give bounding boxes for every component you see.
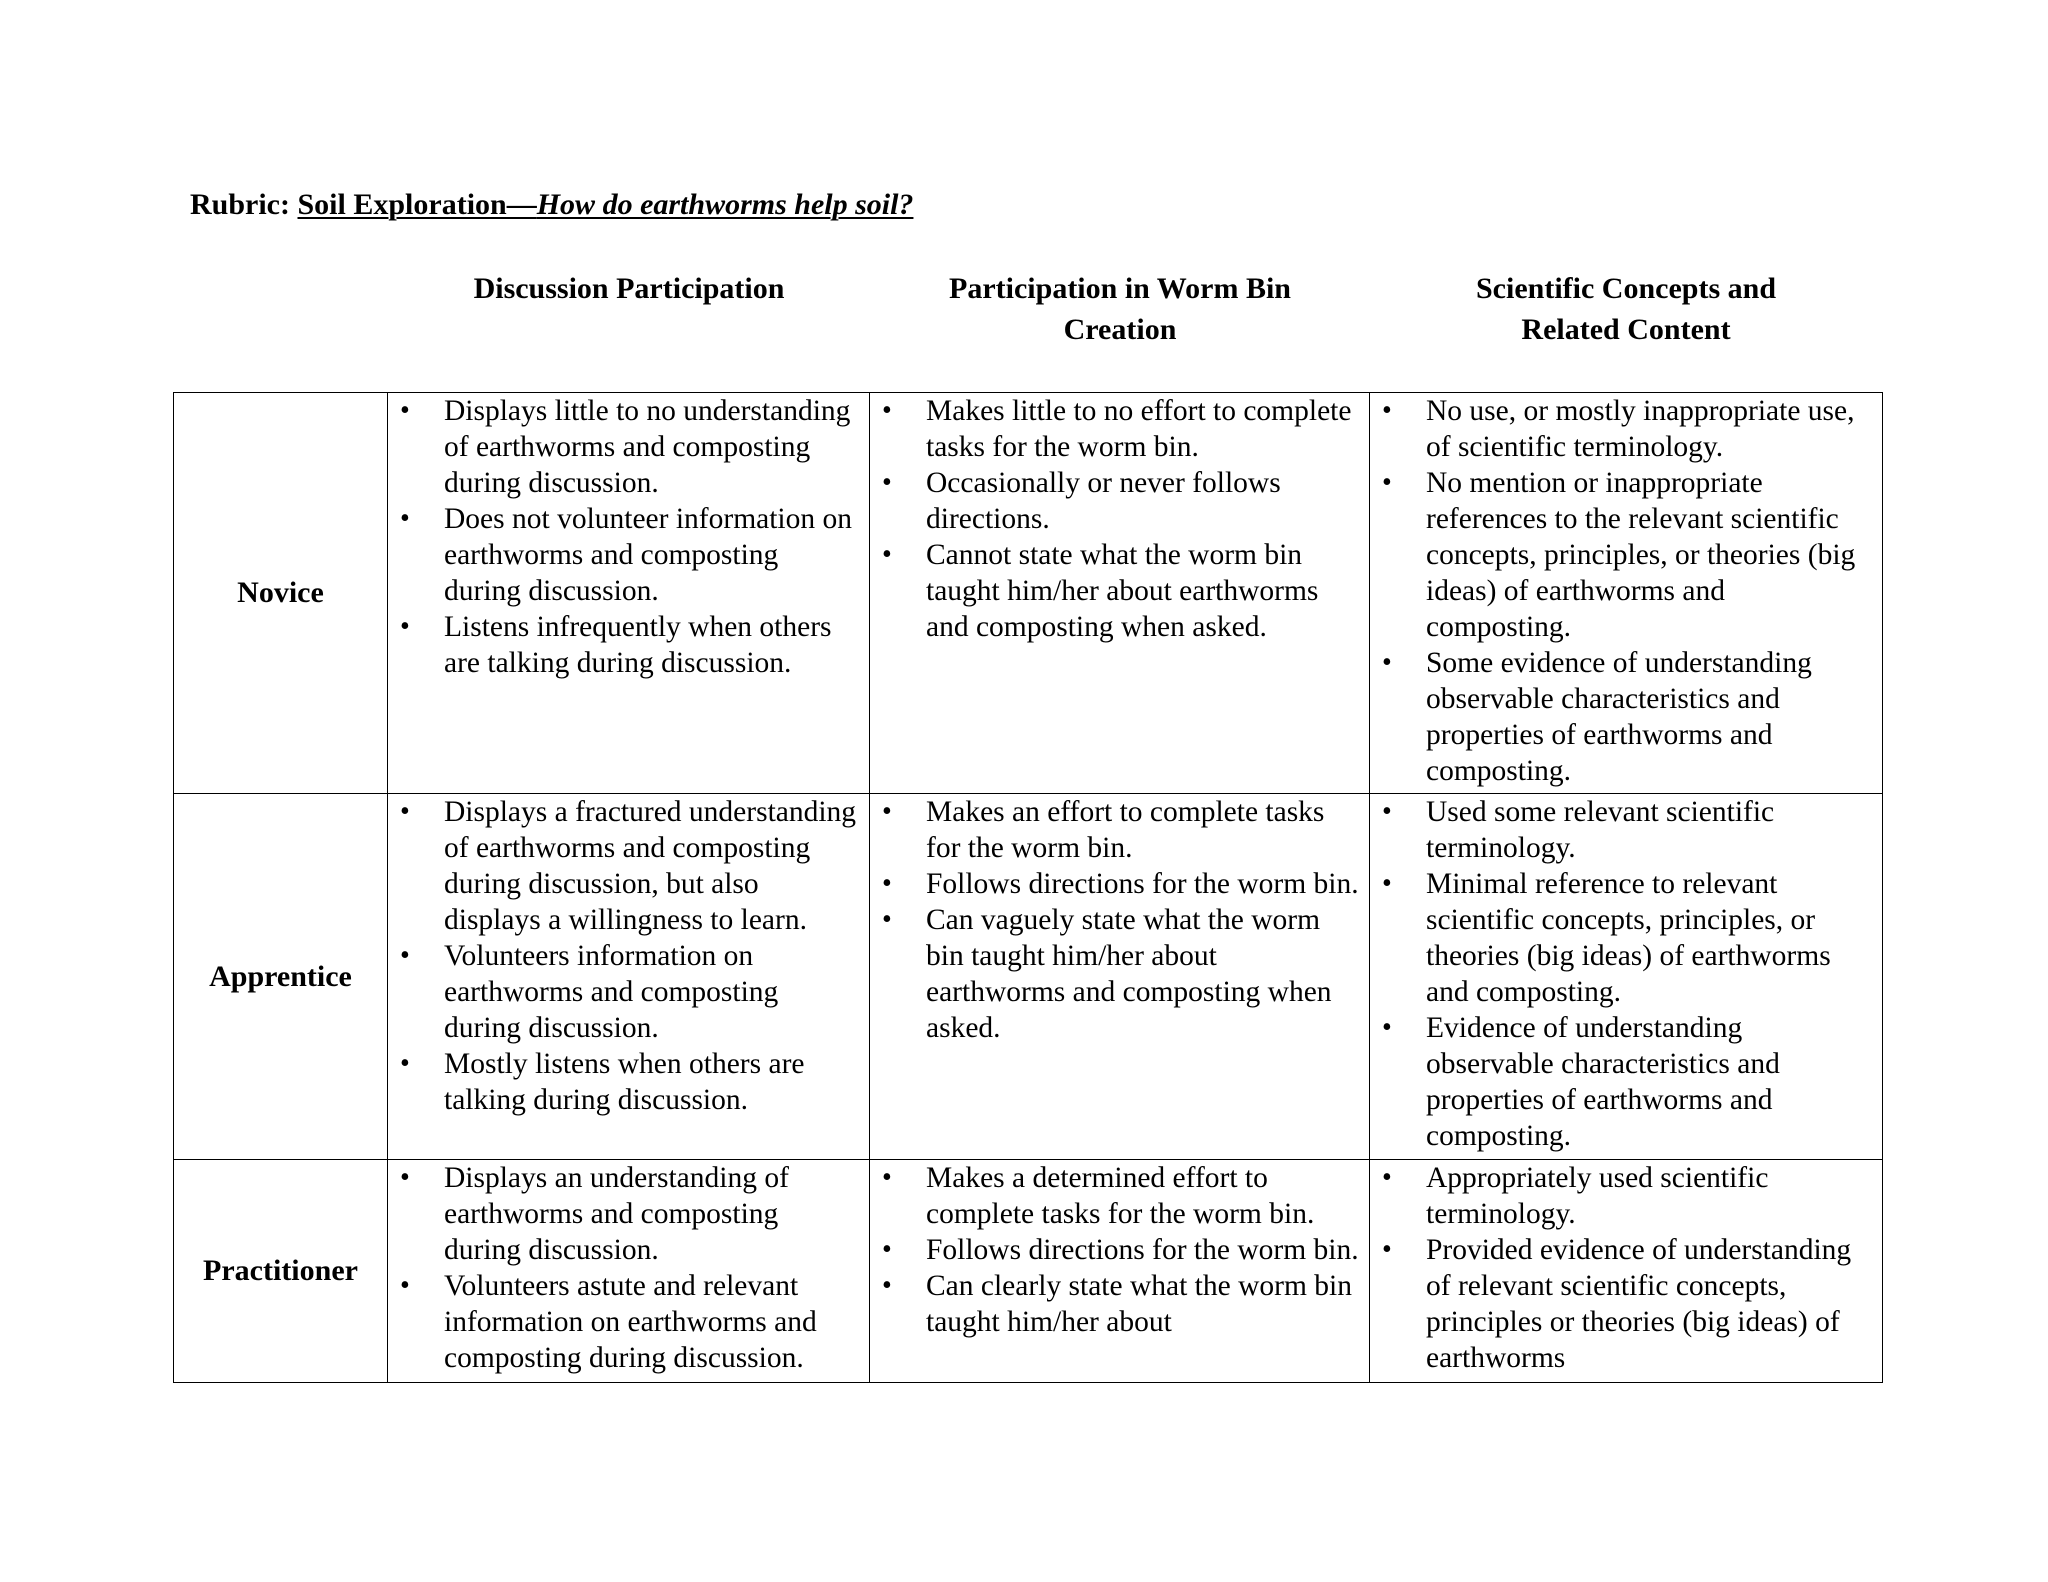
list-item: • Used some relevant scientific terminology. bbox=[1370, 794, 1882, 866]
table-row bbox=[174, 393, 1883, 794]
list-item: • Appropriately used scientific terminology. bbox=[1370, 1160, 1882, 1232]
list-item: • Does not volunteer information on earthworms and composting during discussion. bbox=[388, 501, 869, 609]
criteria-list bbox=[388, 794, 869, 1118]
level-label-practitioner: Practitioner bbox=[174, 1160, 388, 1383]
list-item: • Displays an understanding of earthworms and composting during discussion. bbox=[388, 1160, 869, 1268]
cell-science bbox=[1370, 1160, 1883, 1383]
column-header-worm-bin-line1: Participation in Worm Bin bbox=[949, 272, 1291, 305]
list-item: • Makes little to no effort to complete tasks for the worm bin. bbox=[870, 393, 1369, 465]
cell-discussion bbox=[388, 393, 870, 794]
column-headers bbox=[0, 268, 2048, 368]
list-item: • No mention or inappropriate references to the relevant scientific concepts, principles, or theories (big ideas) of earthworms and composting. bbox=[1370, 465, 1882, 645]
title-prefix: Rubric: bbox=[190, 188, 298, 221]
list-item: • Some evidence of understanding observable characteristics and properties of earthworms and composting. bbox=[1370, 645, 1882, 789]
list-item: • Occasionally or never follows directions. bbox=[870, 465, 1369, 537]
cell-discussion bbox=[388, 794, 870, 1160]
list-item: • Cannot state what the worm bin taught him/her about earthworms and composting when asked. bbox=[870, 537, 1369, 645]
criteria-list bbox=[1370, 1160, 1882, 1376]
cell-discussion bbox=[388, 1160, 870, 1383]
cell-science bbox=[1370, 794, 1883, 1160]
level-label-apprentice: Apprentice bbox=[174, 794, 388, 1160]
criteria-list bbox=[388, 393, 869, 681]
table-row bbox=[174, 1160, 1883, 1383]
cell-worm-bin bbox=[870, 794, 1370, 1160]
list-item: • Provided evidence of understanding of relevant scientific concepts, principles or theories (big ideas) of earthworms bbox=[1370, 1232, 1882, 1376]
list-item: • Evidence of understanding observable characteristics and properties of earthworms and composting. bbox=[1370, 1010, 1882, 1154]
criteria-list bbox=[388, 1160, 869, 1376]
column-header-worm-bin bbox=[870, 268, 1370, 350]
list-item: • No use, or mostly inappropriate use, of scientific terminology. bbox=[1370, 393, 1882, 465]
list-item: • Listens infrequently when others are talking during discussion. bbox=[388, 609, 869, 681]
document-title bbox=[190, 188, 913, 222]
cell-science bbox=[1370, 393, 1883, 794]
list-item: • Volunteers information on earthworms and composting during discussion. bbox=[388, 938, 869, 1046]
column-header-discussion-line1: Discussion Participation bbox=[473, 272, 785, 305]
criteria-list bbox=[870, 1160, 1369, 1340]
list-item: • Makes an effort to complete tasks for the worm bin. bbox=[870, 794, 1369, 866]
table-row bbox=[174, 794, 1883, 1160]
list-item: • Displays little to no understanding of earthworms and composting during discussion. bbox=[388, 393, 869, 501]
list-item: • Follows directions for the worm bin. bbox=[870, 866, 1369, 902]
rubric-table bbox=[173, 392, 1883, 1383]
level-label-novice: Novice bbox=[174, 393, 388, 794]
list-item: • Can clearly state what the worm bin taught him/her about bbox=[870, 1268, 1369, 1340]
list-item: • Can vaguely state what the worm bin taught him/her about earthworms and composting when asked. bbox=[870, 902, 1369, 1046]
column-header-worm-bin-line2: Creation bbox=[1063, 313, 1177, 346]
cell-worm-bin bbox=[870, 393, 1370, 794]
cell-worm-bin bbox=[870, 1160, 1370, 1383]
cell-clip bbox=[1370, 1160, 1882, 1382]
list-item: • Mostly listens when others are talking during discussion. bbox=[388, 1046, 869, 1118]
list-item: • Volunteers astute and relevant information on earthworms and composting during discussion. bbox=[388, 1268, 869, 1376]
cell-clip bbox=[870, 1160, 1369, 1382]
criteria-list bbox=[1370, 393, 1882, 789]
title-topic-underlined bbox=[298, 188, 914, 221]
list-item: • Follows directions for the worm bin. bbox=[870, 1232, 1369, 1268]
title-question: How do earthworms help soil? bbox=[536, 188, 914, 221]
list-item: • Displays a fractured understanding of earthworms and composting during discussion, but also displays a willingness to learn. bbox=[388, 794, 869, 938]
criteria-list bbox=[1370, 794, 1882, 1154]
list-item: • Makes a determined effort to complete tasks for the worm bin. bbox=[870, 1160, 1369, 1232]
title-topic: Soil Exploration— bbox=[297, 188, 537, 221]
criteria-list bbox=[870, 393, 1369, 645]
list-item: • Minimal reference to relevant scientific concepts, principles, or theories (big ideas) of earthworms and composting. bbox=[1370, 866, 1882, 1010]
criteria-list bbox=[870, 794, 1369, 1046]
column-header-science-line2: Related Content bbox=[1521, 313, 1731, 346]
cell-clip bbox=[388, 1160, 869, 1382]
column-header-science-line1: Scientific Concepts and bbox=[1476, 272, 1776, 305]
column-header-discussion bbox=[388, 268, 870, 309]
column-header-science bbox=[1370, 268, 1882, 350]
